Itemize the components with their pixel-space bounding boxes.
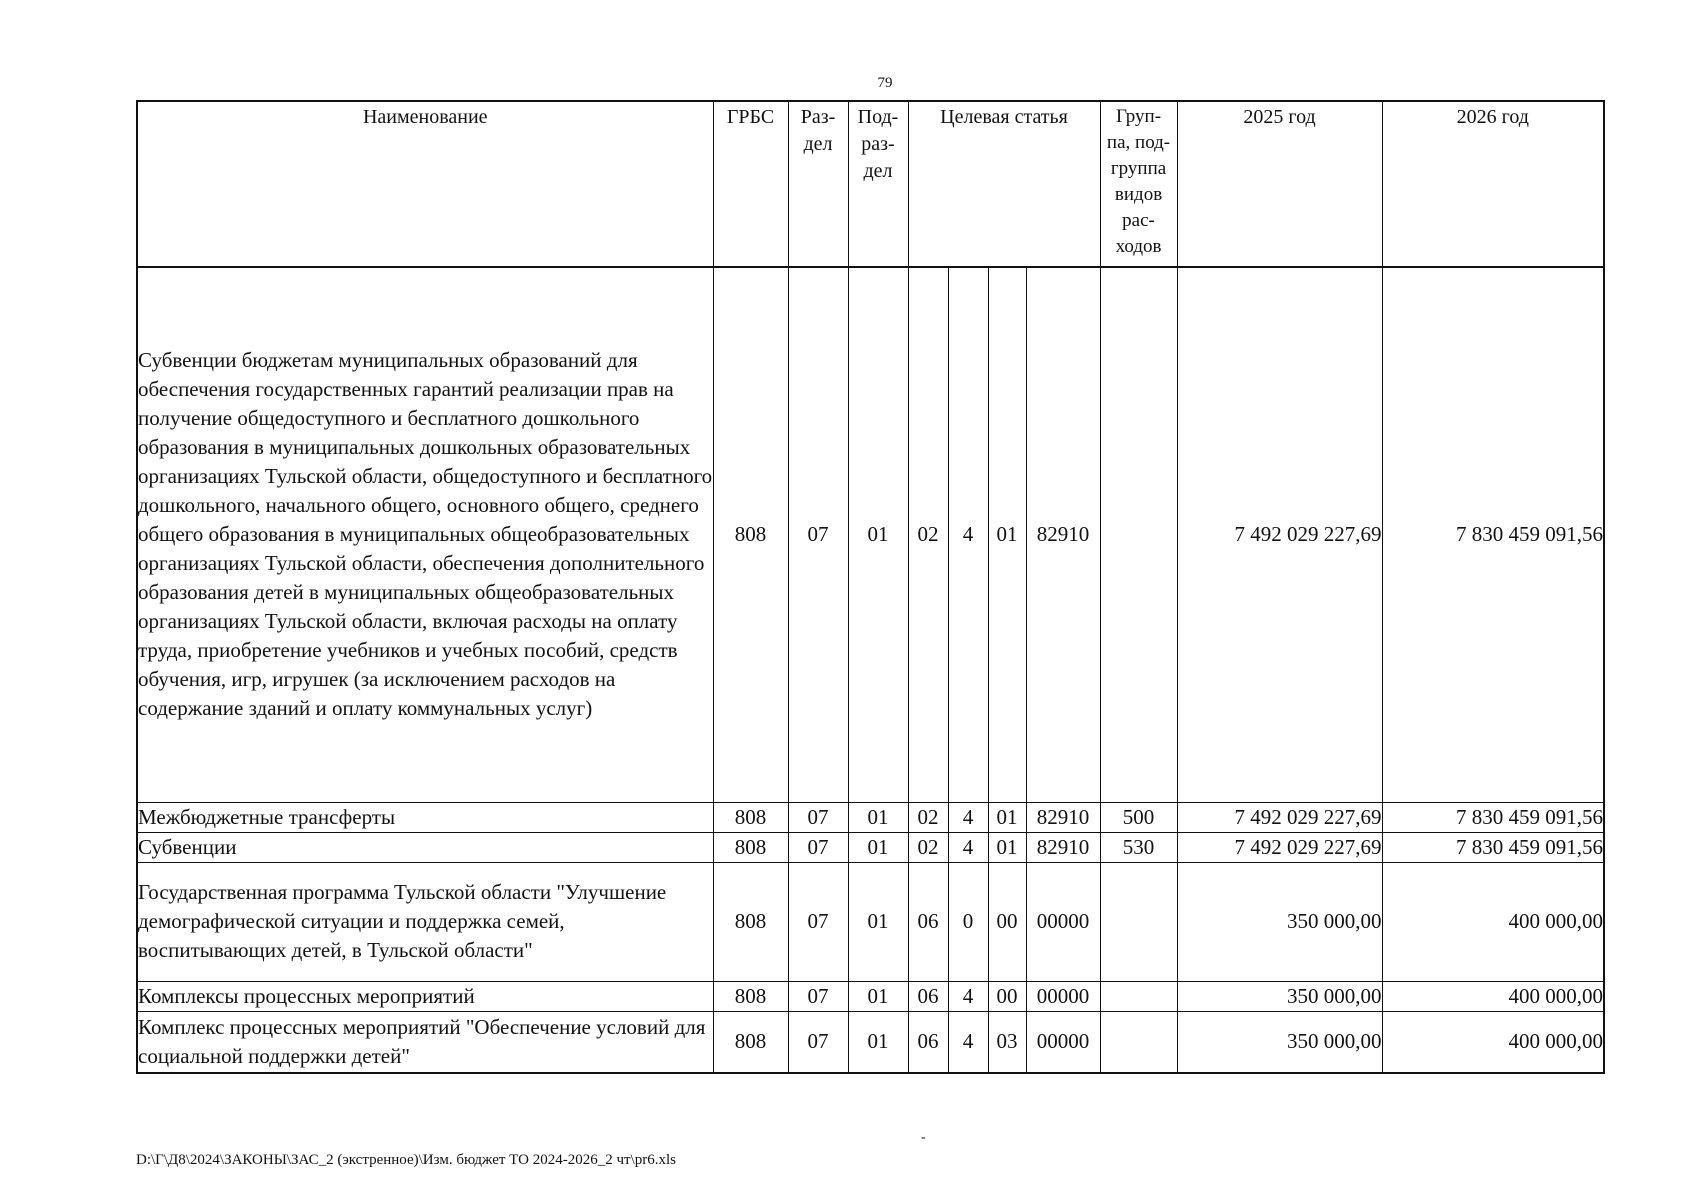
row-amount-2025: 7 492 029 227,69 xyxy=(1177,802,1382,832)
row-target-program: 02 xyxy=(908,832,948,862)
row-grbs: 808 xyxy=(713,862,788,981)
row-podrazdel: 01 xyxy=(848,832,908,862)
row-target-type: 0 xyxy=(948,862,988,981)
row-name: Субвенции xyxy=(137,832,713,862)
row-amount-2026: 400 000,00 xyxy=(1382,1011,1604,1073)
header-razdel: Раз- дел xyxy=(788,101,848,267)
row-expense-group xyxy=(1100,862,1177,981)
table-row xyxy=(137,802,1604,832)
row-podrazdel: 01 xyxy=(848,267,908,802)
row-expense-group: 530 xyxy=(1100,832,1177,862)
row-name: Государственная программа Тульской области "Улучшение демографической ситуации и поддержка семей, воспитывающих детей, в Тульской области" xyxy=(137,862,713,981)
row-name: Комплекс процессных мероприятий "Обеспечение условий для социальной поддержки детей" xyxy=(137,1011,713,1073)
header-grbs: ГРБС xyxy=(713,101,788,267)
header-podrazdel: Под- раз- дел xyxy=(848,101,908,267)
row-target-structure: 00 xyxy=(988,981,1026,1011)
header-year-2025: 2025 год xyxy=(1177,101,1382,267)
row-expense-group xyxy=(1100,1011,1177,1073)
row-target-structure: 00 xyxy=(988,862,1026,981)
row-podrazdel: 01 xyxy=(848,1011,908,1073)
file-path-footer: D:\Г\Д8\2024\ЗАКОНЫ\ЗАС_2 (экстренное)\Изм. бюджет ТО 2024-2026_2 чт\pr6.xls xyxy=(136,1152,676,1168)
row-razdel: 07 xyxy=(788,267,848,802)
row-expense-group: 500 xyxy=(1100,802,1177,832)
row-name: Субвенции бюджетам муниципальных образований для обеспечения государственных гарантий реализации прав на получение общедоступного и бесплатного дошкольного образования в муниципальных дошкольных образовательных организациях Тульской области, общедоступного и бесплатного дошкольного, начального общего, основного общего, среднего общего образования в муниципальных общеобразовательных организациях Тульской области, обеспечения дополнительного образования детей в муниципальных общеобразовательных организациях Тульской области, включая расходы на оплату труда, приобретение учебников и учебных пособий, средств обучения, игр, игрушек (за исключением расходов на содержание зданий и оплату коммунальных услуг) xyxy=(137,267,713,802)
row-razdel: 07 xyxy=(788,1011,848,1073)
row-podrazdel: 01 xyxy=(848,981,908,1011)
row-target-structure: 01 xyxy=(988,267,1026,802)
table-row xyxy=(137,1011,1604,1073)
row-target-program: 06 xyxy=(908,862,948,981)
row-amount-2026: 7 830 459 091,56 xyxy=(1382,267,1604,802)
row-grbs: 808 xyxy=(713,832,788,862)
row-amount-2026: 400 000,00 xyxy=(1382,981,1604,1011)
row-podrazdel: 01 xyxy=(848,802,908,832)
stray-mark: - xyxy=(921,1130,926,1145)
table-row xyxy=(137,267,1604,802)
row-grbs: 808 xyxy=(713,981,788,1011)
header-expense-group: Груп- па, под- группа видов рас- ходов xyxy=(1100,101,1177,267)
row-amount-2025: 7 492 029 227,69 xyxy=(1177,267,1382,802)
row-name: Комплексы процессных мероприятий xyxy=(137,981,713,1011)
row-target-type: 4 xyxy=(948,1011,988,1073)
row-target-type: 4 xyxy=(948,832,988,862)
row-target-structure: 01 xyxy=(988,802,1026,832)
row-target-program: 02 xyxy=(908,802,948,832)
header-name: Наименование xyxy=(137,101,713,267)
row-grbs: 808 xyxy=(713,1011,788,1073)
row-target-structure: 03 xyxy=(988,1011,1026,1073)
row-grbs: 808 xyxy=(713,267,788,802)
row-target-type: 4 xyxy=(948,981,988,1011)
row-target-program: 06 xyxy=(908,1011,948,1073)
row-amount-2025: 350 000,00 xyxy=(1177,981,1382,1011)
row-amount-2025: 7 492 029 227,69 xyxy=(1177,832,1382,862)
header-target-article: Целевая статья xyxy=(908,101,1100,267)
row-target-program: 02 xyxy=(908,267,948,802)
row-expense-group xyxy=(1100,267,1177,802)
row-target-direction: 82910 xyxy=(1026,267,1100,802)
row-amount-2025: 350 000,00 xyxy=(1177,862,1382,981)
row-target-structure: 01 xyxy=(988,832,1026,862)
budget-table xyxy=(136,100,1605,1074)
row-name: Межбюджетные трансферты xyxy=(137,802,713,832)
row-target-type: 4 xyxy=(948,267,988,802)
row-expense-group xyxy=(1100,981,1177,1011)
row-razdel: 07 xyxy=(788,802,848,832)
row-target-direction: 00000 xyxy=(1026,1011,1100,1073)
row-amount-2025: 350 000,00 xyxy=(1177,1011,1382,1073)
row-target-program: 06 xyxy=(908,981,948,1011)
row-razdel: 07 xyxy=(788,832,848,862)
row-amount-2026: 400 000,00 xyxy=(1382,862,1604,981)
row-target-direction: 00000 xyxy=(1026,862,1100,981)
row-target-direction: 82910 xyxy=(1026,832,1100,862)
page-number: 79 xyxy=(877,75,893,91)
table-row xyxy=(137,862,1604,981)
table-row xyxy=(137,981,1604,1011)
row-podrazdel: 01 xyxy=(848,862,908,981)
row-amount-2026: 7 830 459 091,56 xyxy=(1382,802,1604,832)
table-header-row xyxy=(137,101,1604,267)
row-razdel: 07 xyxy=(788,981,848,1011)
row-amount-2026: 7 830 459 091,56 xyxy=(1382,832,1604,862)
row-razdel: 07 xyxy=(788,862,848,981)
header-year-2026: 2026 год xyxy=(1382,101,1604,267)
row-target-type: 4 xyxy=(948,802,988,832)
row-target-direction: 00000 xyxy=(1026,981,1100,1011)
row-target-direction: 82910 xyxy=(1026,802,1100,832)
row-grbs: 808 xyxy=(713,802,788,832)
table-row xyxy=(137,832,1604,862)
